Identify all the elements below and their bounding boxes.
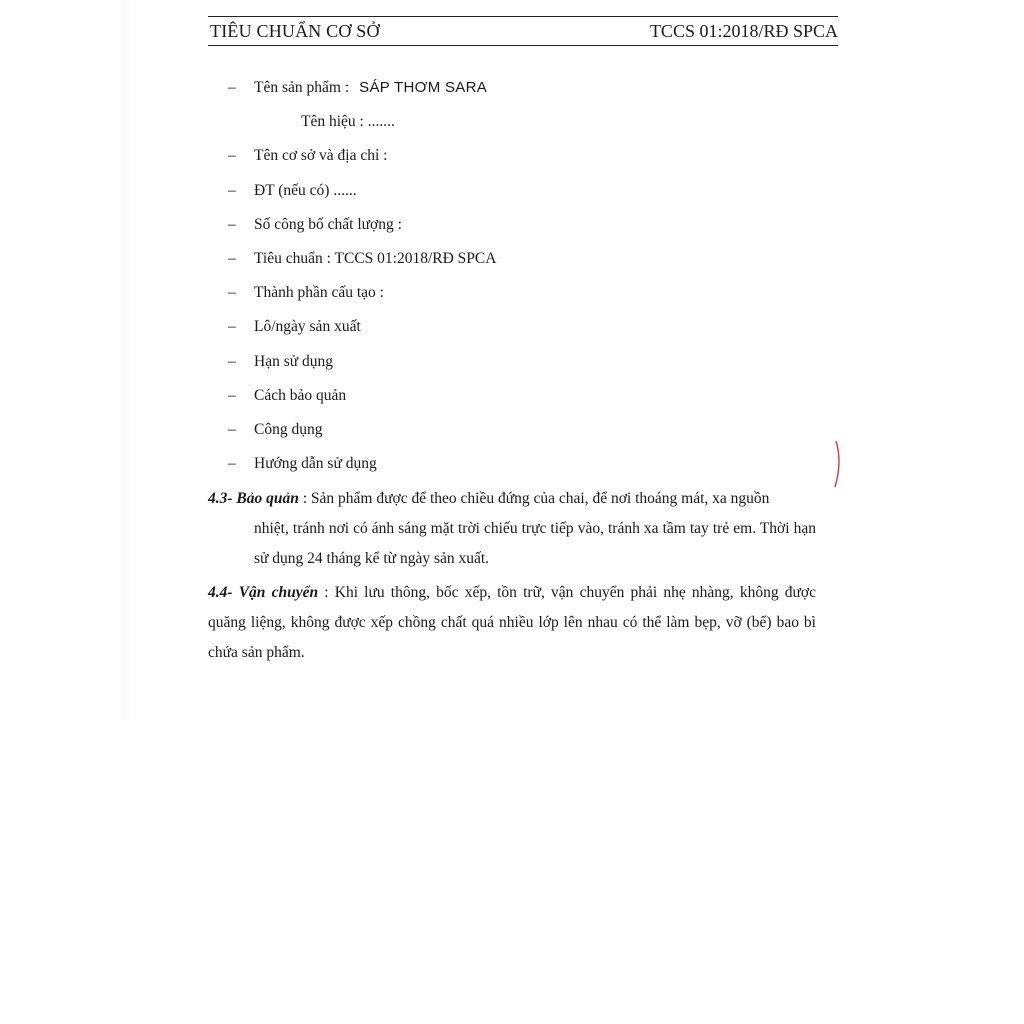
list-item-brand	[228, 110, 828, 144]
scan-shadow	[118, 0, 132, 720]
list-dash: –	[228, 455, 236, 473]
expiry-label: Hạn sử dụng	[254, 352, 334, 370]
page-header	[208, 16, 838, 46]
list-item-product-name	[228, 76, 828, 110]
list-item-standard	[228, 247, 828, 281]
batch-date-label: Lô/ngày sản xuất	[254, 318, 361, 336]
product-name-label: Tên sản phẩm :	[254, 79, 350, 96]
product-name-value: SÁP THƠM SARA	[359, 79, 488, 96]
facility-label: Tên cơ sở và địa chỉ :	[254, 147, 388, 165]
list-dash: –	[228, 420, 236, 438]
list-item-usage	[228, 418, 828, 452]
section-transport-title: 4.4- Vận chuyển	[208, 584, 319, 601]
header-standard-title: TIÊU CHUẨN CƠ SỞ	[210, 21, 380, 41]
list-dash: –	[228, 181, 236, 199]
list-item-facility	[228, 144, 828, 178]
storage-label: Cách bảo quản	[254, 386, 347, 404]
list-item-instructions	[228, 452, 828, 486]
section-transport	[208, 578, 816, 668]
section-storage-title: 4.3- Bảo quản	[208, 490, 299, 507]
list-dash: –	[228, 318, 236, 336]
list-item-expiry	[228, 350, 828, 384]
phone-label: ĐT (nếu có) ......	[254, 181, 357, 199]
brand-label: Tên hiệu : .......	[301, 113, 395, 131]
composition-label: Thành phần cấu tạo :	[254, 284, 384, 302]
instructions-label: Hướng dẫn sử dụng	[254, 455, 377, 473]
list-dash: –	[228, 79, 236, 96]
list-dash: –	[228, 352, 236, 370]
list-dash: –	[228, 215, 236, 233]
header-standard-code: TCCS 01:2018/RĐ SPCA	[649, 21, 838, 41]
list-item-quality-number	[228, 213, 828, 247]
label-content-list	[228, 76, 828, 486]
list-item-storage	[228, 384, 828, 418]
section-transport-body: : Khi lưu thông, bốc xếp, tồn trữ, vận chuyển phải nhẹ nhàng, không được quăng liệng, không được xếp chồng chất quá nhiều lớp lên nhau có thể làm bẹp, vỡ (bể) bao bì chứa sản phẩm.	[208, 584, 816, 661]
list-dash: –	[228, 386, 236, 404]
list-dash: –	[228, 147, 236, 165]
list-item-composition	[228, 281, 828, 315]
section-storage-continuation: nhiệt, tránh nơi có ánh sáng mặt trời chiếu trực tiếp vào, tránh xa tầm tay trẻ em. Thời hạn sử dụng 24 tháng kể từ ngày sản xuất.	[254, 520, 816, 567]
usage-label: Công dụng	[254, 420, 323, 438]
list-item-phone	[228, 179, 828, 213]
list-item-batch-date	[228, 315, 828, 349]
quality-number-label: Số công bố chất lượng :	[254, 215, 402, 233]
standard-label: Tiêu chuẩn : TCCS 01:2018/RĐ SPCA	[254, 249, 497, 267]
section-storage	[208, 484, 816, 574]
margin-pen-mark	[834, 440, 842, 488]
list-dash: –	[228, 284, 236, 302]
section-storage-first-line: : Sản phẩm được để theo chiều đứng của chai, để nơi thoáng mát, xa nguồn	[298, 490, 770, 507]
list-dash: –	[228, 249, 236, 267]
